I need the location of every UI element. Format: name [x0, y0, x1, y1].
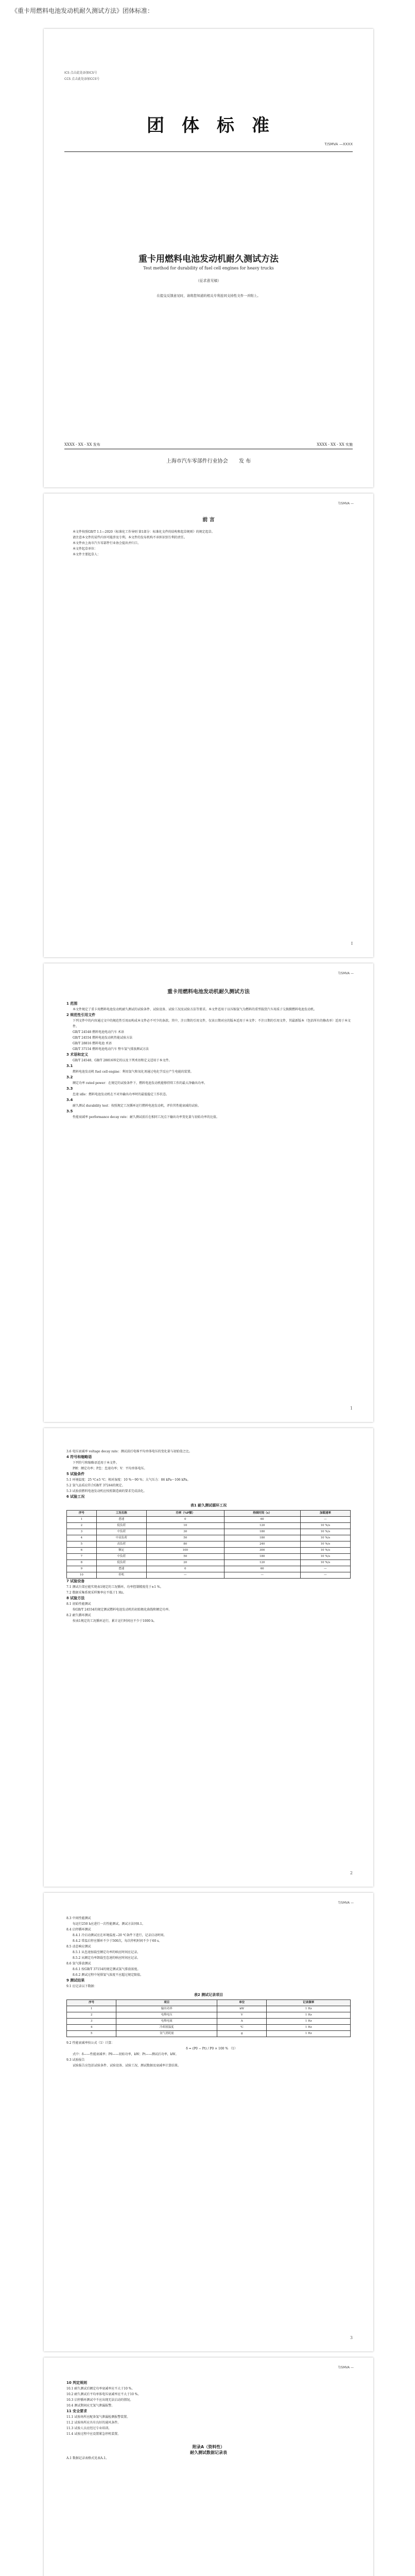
table-cell: 额定 — [96, 1548, 146, 1554]
table-cell: 60 — [224, 1517, 300, 1523]
text-line: 11.2 试验场所应具有良好的通风条件。 — [66, 2421, 121, 2425]
table-cell: 10 — [146, 1523, 224, 1529]
table-cell: 10 %/s — [300, 1529, 350, 1535]
term-3-1: 3.1 燃料电池发动机 fuel cell engine：利用氢气和氧化剂通过电化学反应产生电能的装置。 — [66, 1064, 194, 1074]
page5-body — [66, 1916, 351, 2069]
section-heading: 9 测试结果 — [66, 1978, 85, 1982]
table-cell: 5 — [67, 2031, 116, 2037]
publisher — [44, 456, 373, 464]
draft-label: （征求意见稿） — [196, 279, 221, 283]
body-page-4 — [44, 2358, 373, 2576]
table-cell: 50 — [146, 1535, 224, 1541]
foreword-line: 本文件主要起草人： — [73, 553, 101, 556]
table-cell: 80 — [146, 1541, 224, 1548]
table-cell: 0 — [146, 1517, 224, 1523]
section-heading: 5 试验条件 — [66, 1472, 85, 1476]
patent-note: 在提交反馈意见时，请将您知道的相关专利连同支持性文件一并附上。 — [157, 294, 261, 298]
table-header-cell: 项目 — [116, 2000, 217, 2006]
table-cell: 10 — [67, 1572, 97, 1579]
foreword-page — [44, 494, 373, 957]
table-row — [67, 1554, 351, 1560]
section-heading: 8 试验方法 — [66, 1596, 85, 1600]
table-cell: 电堆电压 — [116, 2012, 217, 2019]
text-line: 11.4 试验过程中应设置紧急停机装置。 — [66, 2432, 121, 2436]
page-header: T/SMVA — — [338, 502, 354, 505]
text-line: 8.1 初始性能测试 — [66, 1602, 91, 1606]
table-cell: 中高负荷 — [96, 1535, 146, 1541]
text-line: P额：额定功率；P怠：怠速功率；V：平均单体电压。 — [73, 1467, 147, 1470]
foreword-line: 本文件起草单位： — [73, 547, 98, 551]
text-line: 8.5.2 从额定功率卸载至怠速的响应时间应记录。 — [73, 1956, 141, 1960]
table-cell: 240 — [224, 1541, 300, 1548]
page-header: T/SMVA — — [338, 972, 354, 975]
table-cell: 怠速 — [96, 1517, 146, 1523]
table-row — [67, 1517, 351, 1523]
text-line: A.1 数据记录表格式见表A.1。 — [66, 2456, 109, 2460]
text-line: 10.2 耐久测试后平均单体电压衰减率应不大于10 %。 — [66, 2393, 141, 2396]
table-row — [67, 2019, 351, 2025]
table-cell: V — [217, 2012, 267, 2019]
table-cell: 180 — [224, 1554, 300, 1560]
text-line: 试验报告应包括试验条件、试验设备、试验工况、测试数据及衰减率计算结果。 — [73, 2064, 181, 2067]
table-cell: 10 %/s — [300, 1548, 350, 1554]
text-line: 9.3 试验报告 — [66, 2058, 85, 2062]
table-cell: 20 — [146, 1560, 224, 1566]
text-line: 7.1 测试台架应能实现表1规定的工况循环，功率控制精度优于±1 %。 — [66, 1585, 163, 1589]
table-cell: 输出功率 — [116, 2006, 217, 2012]
table-caption: 表1 耐久测试循环工况 — [190, 1503, 227, 1507]
table-cell: — — [300, 1517, 350, 1523]
table-row — [67, 1548, 351, 1554]
page4-body — [66, 1449, 351, 1624]
table-header-cell: 工况名称 — [96, 1511, 146, 1517]
text-line: 9.2 性能衰减率按公式（1）计算： — [66, 2041, 115, 2045]
table-header-cell: 加载速率 — [300, 1511, 350, 1517]
text-line: 8.6 氢气排放测试 — [66, 1962, 91, 1965]
table-row — [67, 2031, 351, 2037]
table-cell: 60 — [224, 1566, 300, 1572]
table-cell: 1 Hz — [267, 2019, 351, 2025]
text-line: 10.3 启停循环测试中不应出现无法启动的情况。 — [66, 2398, 133, 2402]
table-cell: 停机 — [96, 1572, 146, 1579]
table-cell: 10 %/s — [300, 1560, 350, 1566]
table-cell: 1 Hz — [267, 2006, 351, 2012]
table-row — [67, 2012, 351, 2019]
table-cell: 180 — [224, 1535, 300, 1541]
table-header-cell: 序号 — [67, 1511, 97, 1517]
table-row — [67, 1529, 351, 1535]
cycle-table — [66, 1510, 351, 1579]
text-line: 8.3 中间性能测试 — [66, 1917, 91, 1920]
table-cell: — — [300, 1572, 350, 1579]
table-cell: 3 — [67, 1529, 97, 1535]
table-cell: 0 — [146, 1566, 224, 1572]
table-header-cell: 序号 — [67, 2000, 116, 2006]
ccs-code: CCS 点击此处添加CCS号 — [64, 77, 100, 81]
publisher-name: 上海市汽车零部件行业协会 — [166, 459, 228, 464]
table-cell: 高负荷 — [96, 1541, 146, 1548]
table-header-cell: 记录频率 — [267, 2000, 351, 2006]
section-3: 3 术语和定义 GB/T 24548、GB/T 28816界定的以及下列术语和定义适用于本文件。 — [66, 1053, 172, 1062]
page3-body — [66, 989, 351, 1120]
table-cell: 50 — [146, 1554, 224, 1560]
table-cell: 1 Hz — [267, 2012, 351, 2019]
table-cell: 4 — [67, 2025, 116, 2031]
text-line: 按表1规定的工况循环运行，累计运行时间应不少于1000 h。 — [73, 1619, 157, 1623]
table-cell: 2 — [67, 2012, 116, 2019]
table-cell: 电堆电流 — [116, 2019, 217, 2025]
section-1: 1 范围 本文件规定了重卡用燃料电池发动机耐久测试的试验条件、试验设备、试验工况及试验方法等要求。本文件适用于以压缩氢气为燃料的重型载货汽车用质子交换膜燃料电池发动机。 — [66, 1002, 317, 1011]
page-number: 1 — [350, 1406, 353, 1411]
table-cell: 4 — [67, 1535, 97, 1541]
text-line: 下列符号和缩略语适用于本文件。 — [73, 1461, 119, 1465]
table-cell: 2 — [67, 1523, 97, 1529]
page-header: T/SMVA — — [338, 1901, 354, 1905]
table-cell: 中负荷 — [96, 1554, 146, 1560]
publisher-suffix: 发 布 — [239, 459, 251, 464]
table-cell: 9 — [67, 1566, 97, 1572]
text-line: 8.4.2 常温启停应循环不少于500次，每次停机时间不少于60 s。 — [73, 1939, 162, 1943]
section-heading: 10 判定规则 — [66, 2381, 88, 2385]
text-line: 8.4.1 冷启动测试应在环境温度−20 ℃条件下进行，记录启动时间。 — [73, 1934, 167, 1937]
table-cell: 5 — [67, 1541, 97, 1548]
ref-item: GB/T 24548 燃料电池电动汽车 术语 — [73, 1030, 125, 1034]
body-page-2 — [44, 1428, 373, 1887]
text-line: 11.3 试验人员应经过专业培训。 — [66, 2427, 112, 2430]
term-3-3: 3.3 怠速 idle：燃料电池发动机在不对外输出功率时的最低稳定工作状态。 — [66, 1087, 169, 1096]
big-title: 团体标准 — [147, 115, 287, 136]
top-rule — [64, 151, 353, 152]
table-cell: ℃ — [217, 2025, 267, 2031]
table-cell: — — [224, 1572, 300, 1579]
foreword-title: 前 言 — [202, 517, 215, 523]
section-heading: 11 安全要求 — [66, 2409, 88, 2413]
table-row — [67, 1560, 351, 1566]
text-line: 每运行250 h应进行一次性能测试，测试方法同8.1。 — [73, 1922, 145, 1926]
annex-subtitle: 耐久测试数据记录表 — [190, 2450, 227, 2455]
term-3-5: 3.5 性能衰减率 performance decay rate：耐久测试前后在相同工况点下输出功率变化量与初始功率的比值。 — [66, 1109, 219, 1119]
table-cell: 10 %/s — [300, 1554, 350, 1560]
ref-item: GB/T 28816 燃料电池 术语 — [73, 1042, 112, 1045]
intro-text: 《重卡用燃料电池发动机耐久测试方法》团体标准： — [11, 7, 154, 14]
foreword-line: 本文件由上海市汽车零部件行业协会提出并归口。 — [73, 541, 141, 545]
table-cell: 冷却液温度 — [116, 2025, 217, 2031]
cover-page — [44, 29, 373, 487]
page-number: 2 — [350, 1871, 353, 1875]
body-page-1 — [44, 963, 373, 1422]
table-cell: 中负荷 — [96, 1529, 146, 1535]
text-line: 9.1 应记录以下数据： — [66, 1985, 97, 1988]
page6-body — [66, 2380, 351, 2461]
table-cell: A — [217, 2019, 267, 2025]
foreword-body — [66, 517, 351, 557]
annex-title: 附录A（资料性） — [192, 2445, 225, 2449]
text-line: 5.3 试验前燃料电池发动机应按照制造商的要求完成活化。 — [66, 1489, 147, 1493]
text-line: 5.2 氢气品质应符合GB/T 37244的规定。 — [66, 1484, 125, 1487]
table-cell: 1 — [67, 2006, 116, 2012]
text-line: 10.1 耐久测试后额定功率衰减率应不大于10 %。 — [66, 2387, 135, 2391]
text-line: 8.5.1 从怠速加载至额定功率的响应时间应记录。 — [73, 1951, 141, 1954]
ics-code: ICS 点击此处添加ICS号 — [64, 71, 97, 75]
body-page-3 — [44, 1893, 373, 2351]
foreword-line: 请注意本文件的某些内容可能涉及专利。本文件的发布机构不承担识别专利的责任。 — [73, 536, 187, 539]
table-cell: 6 — [67, 1548, 97, 1554]
implement-date: XXXX - XX - XX 实施 — [317, 443, 353, 447]
text-line: 8.4 启停循环测试 — [66, 1928, 91, 1931]
table-row — [67, 1523, 351, 1529]
publish-date: XXXX - XX - XX 发布 — [64, 443, 100, 447]
cover-title-en: Test method for durability of fuel cell engines for heavy trucks — [143, 266, 274, 270]
table-cell: 低负荷 — [96, 1560, 146, 1566]
table-row — [67, 2006, 351, 2012]
section-2: 2 规范性引用文件 下列文件中的内容通过文中的规范性引用而构成本文件必不可少的条款。其中，注日期的引用文件，仅该日期对应的版本适用于本文件；不注日期的引用文件，其最新版本（包括所有的修改单）适用于本文件。 — [66, 1013, 351, 1028]
text-line: 8.5 动态响应测试 — [66, 1945, 91, 1948]
text-line: 5.1 环境温度：25 ℃±5 ℃；相对湿度：10 %～90 %；大气压力：86 kPa～106 kPa。 — [66, 1478, 191, 1482]
ref-item: GB/T 37154 燃料电池电动汽车 整车氢气排放测试方法 — [73, 1047, 149, 1051]
section-heading: 7 试验设备 — [66, 1579, 85, 1583]
page-header: T/SMVA — — [338, 2366, 354, 2369]
table-row — [67, 1535, 351, 1541]
table-cell: g — [217, 2031, 267, 2037]
text-line: 7.2 数据采集系统采样频率应不低于1 Hz。 — [66, 1591, 126, 1595]
term-3-4: 3.4 耐久测试 durability test：按照规定工况循环运行燃料电池发动机，评价其性能衰减的试验。 — [66, 1098, 201, 1108]
page-number: 3 — [350, 2335, 353, 2340]
table-row — [67, 1572, 351, 1579]
table-cell: 30 — [146, 1529, 224, 1535]
page-number: I — [351, 941, 353, 946]
table-caption: 表2 测试记录项目 — [194, 1993, 223, 1997]
text-line: 8.6.2 测试过程中尾排氢气浓度不应超过规定限值。 — [73, 1973, 144, 1977]
table-row — [67, 2025, 351, 2031]
text-line: 10.4 测试期间应无氢气泄漏报警。 — [66, 2404, 115, 2408]
table-cell: 10 %/s — [300, 1541, 350, 1548]
table-cell: 低负荷 — [96, 1523, 146, 1529]
body-title: 重卡用燃料电池发动机耐久测试方法 — [167, 989, 250, 995]
table-cell: 1 Hz — [267, 2025, 351, 2031]
table-cell: 怠速 — [96, 1566, 146, 1572]
table-cell: kW — [217, 2006, 267, 2012]
text-line: 按GB/T 24554的规定测试燃料电池发动机的初始极化曲线和额定功率。 — [73, 1608, 172, 1612]
table-cell: 8 — [67, 1560, 97, 1566]
table-header-cell: 功率（%P额） — [146, 1511, 224, 1517]
text-line: 3.6 电压衰减率 voltage decay rate：测试前后电堆平均单体电压的变化量与初始值之比。 — [66, 1450, 192, 1453]
text-line: 式中：δ——性能衰减率；P0——初始功率，kW；Pt——测试后功率，kW。 — [73, 2053, 179, 2056]
table-row — [67, 1566, 351, 1572]
table-cell: 100 — [146, 1548, 224, 1554]
text-line: 8.2 耐久循环测试 — [66, 1614, 91, 1617]
table-cell: 1 — [67, 1517, 97, 1523]
section-heading: 4 符号和缩略语 — [66, 1455, 92, 1459]
text-line: 11.1 试验场所应配备氢气泄漏检测报警装置。 — [66, 2415, 130, 2419]
table-cell: 氢气消耗量 — [116, 2031, 217, 2037]
table-header-cell: 单位 — [217, 2000, 267, 2006]
table-cell: 10 %/s — [300, 1523, 350, 1529]
table-cell: 7 — [67, 1554, 97, 1560]
foreword-line: 本文件按照GB/T 1.1—2020《标准化工作导则 第1部分：标准化文件的结构和起草规则》的规定起草。 — [73, 530, 215, 534]
table-row — [67, 1541, 351, 1548]
table-cell: 300 — [224, 1548, 300, 1554]
table-cell: 120 — [224, 1523, 300, 1529]
table-cell: 180 — [224, 1529, 300, 1535]
term-3-2: 3.2 额定功率 rated power：在规定的试验条件下，燃料电池发动机能够持续工作的最大净输出功率。 — [66, 1075, 208, 1085]
record-table — [66, 1999, 351, 2037]
table-cell: — — [146, 1572, 224, 1579]
cover-title: 重卡用燃料电池发动机耐久测试方法 — [139, 254, 279, 264]
table-cell: 10 %/s — [300, 1535, 350, 1541]
table-cell: 3 — [67, 2019, 116, 2025]
text-line: 8.6.1 按GB/T 37154的规定测试氢气排放浓度。 — [73, 1968, 141, 1971]
ref-item: GB/T 24554 燃料电池发动机性能试验方法 — [73, 1036, 133, 1040]
table-cell: — — [300, 1566, 350, 1572]
section-heading: 6 试验工况 — [66, 1495, 85, 1499]
formula: δ = (P0 − Pt) / P0 × 100 % （1） — [186, 2047, 237, 2050]
table-cell: 1 Hz — [267, 2031, 351, 2037]
standard-number: T/SMVA —XXXX — [324, 142, 353, 146]
table-cell: 120 — [224, 1560, 300, 1566]
table-header-cell: 持续时间（s） — [224, 1511, 300, 1517]
